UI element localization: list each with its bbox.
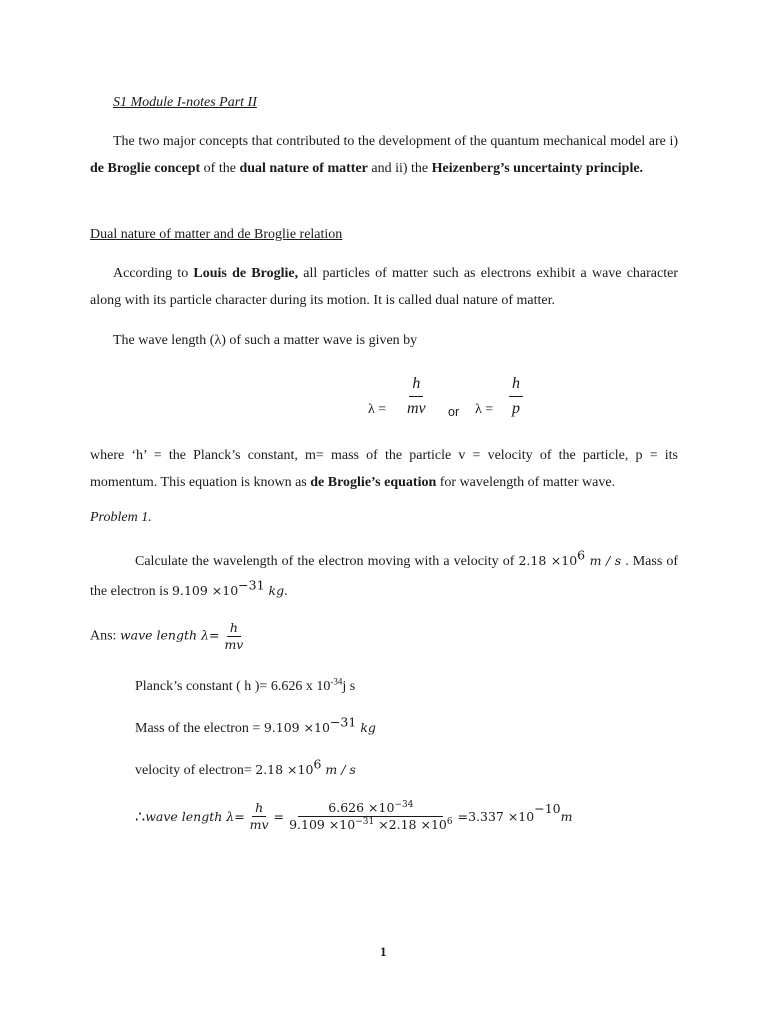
equation-lhs-2: λ = [475,402,494,417]
final-fraction-2 [286,800,456,833]
velocity-line-text: velocity of electron= [135,763,256,778]
para2-text-1: According to [113,266,194,281]
wavelength-intro: The wave length (λ) of such a matter wave is given by [113,333,418,348]
final-numerator-2-exponent: −34 [394,799,414,810]
final-denominator-2 [286,817,456,833]
intro-text-1: The two major concepts that contributed to the development of the quantum mechanical model are i) [113,134,678,149]
equation-or: or [448,405,460,419]
problem-text-1: Calculate the wavelength of the electron moving with a velocity of [135,554,519,569]
para4-text-1: where ‘h’ = the Planck’s constant, m= mass of the particle v = velocity of the particle, p = its momentum. This equation is known as [90,448,678,490]
mass-line [135,714,376,737]
equation-numerator-2: h [509,372,523,397]
intro-paragraph [90,128,678,182]
velocity-value: 2.18 ×10 [518,553,578,568]
intro-text-2: of the [200,161,240,176]
final-result-unit: m [560,809,573,824]
intro-bold-2: dual nature of matter [239,161,368,176]
velocity-exponent: 6 [577,547,586,563]
de-broglie-paragraph [90,260,678,314]
equation-fraction-1 [404,372,429,421]
final-numerator-1: h [252,800,266,817]
problem-text-2: . Mass of the electron is [90,554,678,599]
planck-constant-line [135,676,356,695]
answer-lhs: wave length λ= [119,627,220,643]
mass-unit: kg [264,583,285,598]
final-denominator-2a: 9.109 ×10 [289,817,356,832]
velocity-unit: m / s [585,553,622,568]
equation-lhs-1: λ = [368,402,387,417]
page-title: S1 Module I-notes Part II [113,95,257,110]
answer-fraction [221,620,246,653]
problem-statement [90,546,678,606]
equation-denominator-2: p [512,400,520,417]
intro-text-3: and ii) the [367,161,432,176]
final-denominator-1: mv [249,817,269,832]
final-equals: = [273,809,285,824]
final-denominator-2b: ×2.18 ×10 [374,817,447,832]
velocity-line-exponent: 6 [313,756,322,772]
equation-denominator-1: mv [407,400,426,417]
planck-exponent: -34 [330,676,343,687]
final-denominator-2b-exponent: 6 [446,816,453,827]
para2-text-2: all particles of matter such as electrons exhibit a wave character along with its particle character during its motion. It is called dual nature of matter. [90,266,679,308]
velocity-line-unit: m / s [321,762,356,777]
mass-line-text: Mass of the electron = [135,721,264,736]
para4-text-2: for wavelength of matter wave. [436,475,616,490]
section-heading: Dual nature of matter and de Broglie relation [90,227,343,242]
final-fraction-1 [247,800,272,833]
equation-fraction-2 [509,372,523,421]
intro-bold-1: de Broglie concept [90,161,201,176]
definitions-paragraph [90,442,678,496]
answer-label: Ans: [90,628,120,644]
final-result: =3.337 ×10 [457,809,535,824]
para4-bold-1: de Broglie’s equation [310,475,437,490]
mass-line-exponent: −31 [329,714,357,730]
problem-label: Problem 1. [90,510,152,525]
intro-bold-3: Heizenberg’s uncertainty principle. [431,161,644,176]
final-numerator-2 [298,800,443,817]
velocity-line [135,756,356,779]
velocity-line-value: 2.18 ×10 [255,762,314,777]
final-denominator-2a-exponent: −31 [355,816,375,827]
mass-line-value: 9.109 ×10 [263,720,330,735]
equation-numerator-1: h [409,372,423,397]
planck-unit: j s [342,679,356,694]
answer-line [90,620,248,653]
page-number: 1 [380,944,387,959]
mass-exponent: −31 [238,577,265,593]
final-numerator-2-value: 6.626 ×10 [328,800,395,815]
problem-text-3: . [284,584,288,599]
final-calculation: ∴ wave length λ= $\frac{h}{mv}$ = $\frac{6.626 \times 10^{-34}}{9.109 \times 10^{-31} \times 2.18 \times 10^6}$ =3.337 ×10 $^{-10}$ m [135,799,573,832]
answer-numerator: h [227,620,241,637]
therefore-symbol: ∴ [135,808,146,826]
para2-bold-1: Louis de Broglie, [193,266,299,281]
mass-value: 9.109 ×10 [172,583,239,598]
answer-denominator: mv [224,637,244,652]
planck-text: Planck’s constant ( h )= 6.626 x 10 [135,679,331,694]
mass-line-unit: kg [356,720,376,735]
final-lhs: wave length λ= [145,809,245,824]
